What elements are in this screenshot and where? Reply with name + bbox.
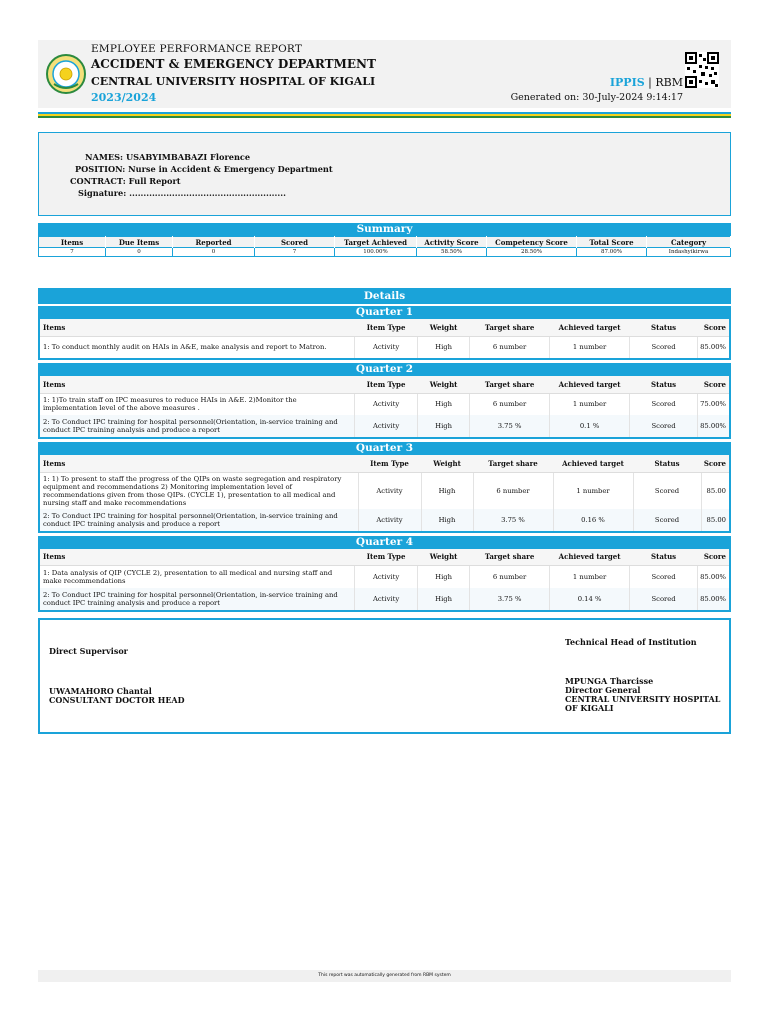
item-score: 85.00 (701, 472, 729, 509)
summary-header-row (39, 237, 731, 248)
summary-header: Total Score (577, 237, 647, 248)
quarter-title: Quarter 3 (38, 442, 731, 455)
achieved-target: 1 number (553, 472, 633, 509)
rbm-label: RBM (655, 76, 683, 89)
item-weight: High (421, 509, 473, 531)
technical-head-title: Director General (565, 684, 641, 695)
target-share: 6 number (470, 393, 550, 415)
quarter-section (38, 536, 731, 612)
quarter-title: Quarter 1 (38, 306, 731, 319)
column-header: Score (698, 549, 729, 566)
column-header: Items (40, 376, 355, 393)
summary-value: 28.50% (487, 248, 577, 257)
summary-value: 0 (106, 248, 173, 257)
quarter-table (40, 455, 729, 531)
quarter-section (38, 442, 731, 533)
summary-value: 0 (173, 248, 255, 257)
achieved-target: 0.1 % (550, 415, 630, 437)
signature-line: ....................................................... (129, 188, 286, 198)
employee-names (85, 152, 250, 162)
table-row (40, 509, 729, 531)
target-share: 3.75 % (470, 415, 550, 437)
quarter-section (38, 306, 731, 360)
summary-header: Activity Score (417, 237, 487, 248)
department-name: ACCIDENT & EMERGENCY DEPARTMENT (91, 57, 376, 71)
names-value: USABYIMBABAZI Florence (125, 152, 251, 162)
item-type: Activity (355, 566, 418, 588)
column-header: Item Type (355, 319, 418, 336)
supervisor-title: CONSULTANT DOCTOR HEAD (49, 694, 185, 705)
summary-section (38, 223, 731, 257)
target-share: 6 number (473, 472, 553, 509)
column-header: Achieved target (550, 549, 630, 566)
item-description: 1: Data analysis of QIP (CYCLE 2), presentation to all medical and nursing staff and make recommendations (40, 566, 355, 588)
summary-table (38, 236, 731, 257)
table-row (40, 472, 729, 509)
target-share: 3.75 % (473, 509, 553, 531)
system-separator: | (644, 76, 656, 89)
column-header: Target share (470, 549, 550, 566)
generated-date: Generated on: 30-July-2024 9:14:17 (510, 92, 683, 103)
summary-header: Items (39, 237, 106, 248)
item-status: Scored (633, 509, 701, 531)
item-weight: High (421, 472, 473, 509)
target-share: 3.75 % (470, 588, 550, 610)
institution-name: CENTRAL UNIVERSITY HOSPITAL OF KIGALI (91, 75, 376, 88)
column-header: Weight (418, 549, 470, 566)
quarters-container (38, 306, 731, 612)
item-status: Scored (630, 393, 698, 415)
item-score: 85.00 (701, 509, 729, 531)
ippis-label: IPPIS (609, 76, 645, 89)
signature-box (38, 618, 731, 734)
quarter-header-row (40, 376, 729, 393)
system-label (610, 76, 683, 89)
details-section (38, 288, 731, 612)
quarter-header-row (40, 319, 729, 336)
summary-value: 100.00% (335, 248, 417, 257)
report-header (38, 40, 731, 108)
item-status: Scored (633, 472, 701, 509)
item-type: Activity (358, 472, 421, 509)
contract-value: Full Report (128, 176, 181, 186)
supervisor-name: UWAMAHORO Chantal (49, 685, 152, 696)
column-header: Status (630, 376, 698, 393)
supervisor-role: Direct Supervisor (49, 645, 128, 656)
target-share: 6 number (470, 566, 550, 588)
column-header: Items (40, 549, 355, 566)
item-type: Activity (355, 415, 418, 437)
table-row (40, 336, 729, 358)
report-page (38, 40, 731, 734)
item-status: Scored (630, 415, 698, 437)
item-score: 85.00% (698, 415, 729, 437)
item-type: Activity (358, 509, 421, 531)
column-header: Status (633, 455, 701, 472)
column-header: Target share (473, 455, 553, 472)
quarter-table (40, 549, 729, 610)
employee-contract (70, 176, 181, 186)
achieved-target: 1 number (550, 566, 630, 588)
column-header: Items (40, 455, 358, 472)
column-header: Achieved target (550, 376, 630, 393)
achieved-target: 1 number (550, 393, 630, 415)
item-status: Scored (630, 588, 698, 610)
stripe-green (38, 116, 731, 118)
table-row (40, 415, 729, 437)
technical-head-name: MPUNGA Tharcisse (565, 675, 654, 686)
signature-label: Signature: (78, 188, 127, 198)
column-header: Status (630, 549, 698, 566)
report-type: EMPLOYEE PERFORMANCE REPORT (91, 43, 303, 55)
quarter-section (38, 363, 731, 439)
item-score: 85.00% (698, 336, 729, 358)
technical-head-org-line1: CENTRAL UNIVERSITY HOSPITAL (565, 693, 721, 704)
summary-header: Competency Score (487, 237, 577, 248)
fiscal-year: 2023/2024 (91, 91, 157, 104)
summary-header: Target Achieved (335, 237, 417, 248)
header-stripes (38, 112, 731, 118)
item-type: Activity (355, 336, 418, 358)
item-type: Activity (355, 588, 418, 610)
employee-signature (78, 188, 286, 198)
quarter-header-row (40, 549, 729, 566)
item-description: 1: 1)To train staff on IPC measures to reduce HAIs in A&E. 2)Monitor the implementation level of the above measures . (40, 393, 355, 415)
details-title: Details (38, 288, 731, 304)
names-label: NAMES: (85, 152, 124, 162)
table-row (40, 393, 729, 415)
summary-header: Category (647, 237, 731, 248)
summary-value-row (39, 248, 731, 257)
item-description: 2: To Conduct IPC training for hospital personnel(Orientation, in-service training and conduct IPC training analysis and produce a report (40, 509, 358, 531)
column-header: Item Type (355, 376, 418, 393)
item-weight: High (418, 588, 470, 610)
contract-label: CONTRACT: (70, 176, 126, 186)
summary-value: Indashyikirwa (647, 248, 731, 257)
rwanda-seal-icon (46, 54, 86, 94)
column-header: Target share (470, 319, 550, 336)
column-header: Score (698, 319, 729, 336)
column-header: Achieved target (553, 455, 633, 472)
item-weight: High (418, 336, 470, 358)
quarter-header-row (40, 455, 729, 472)
item-description: 2: To Conduct IPC training for hospital personnel(Orientation, in-service training and conduct IPC training analysis and produce a report (40, 588, 355, 610)
column-header: Item Type (355, 549, 418, 566)
summary-title: Summary (38, 223, 731, 236)
item-description: 1: 1) To present to staff the progress of the QIPs on waste segregation and respiratory equipment and recommendations 2) Monitoring implementation level of recommendations given from those QIPs. (CYCLE 1), presentation to all medical and nursing staff and make recommendations (40, 472, 358, 509)
summary-header: Reported (173, 237, 255, 248)
quarter-table (40, 376, 729, 437)
summary-value: 58.50% (417, 248, 487, 257)
quarter-table (40, 319, 729, 358)
qr-code-icon (685, 52, 719, 88)
item-type: Activity (355, 393, 418, 415)
column-header: Item Type (358, 455, 421, 472)
employee-position (75, 164, 333, 174)
item-status: Scored (630, 566, 698, 588)
table-row (40, 566, 729, 588)
achieved-target: 0.14 % (550, 588, 630, 610)
quarter-title: Quarter 4 (38, 536, 731, 549)
summary-header: Scored (255, 237, 335, 248)
column-header: Weight (418, 319, 470, 336)
target-share: 6 number (470, 336, 550, 358)
column-header: Status (630, 319, 698, 336)
report-footer: This report was automatically generated from RBM system (38, 970, 731, 982)
item-status: Scored (630, 336, 698, 358)
item-weight: High (418, 393, 470, 415)
position-label: POSITION: (75, 164, 126, 174)
column-header: Achieved target (550, 319, 630, 336)
achieved-target: 0.16 % (553, 509, 633, 531)
table-row (40, 588, 729, 610)
quarter-title: Quarter 2 (38, 363, 731, 376)
item-description: 1: To conduct monthly audit on HAIs in A&E, make analysis and report to Matron. (40, 336, 355, 358)
technical-head-role: Technical Head of Institution (565, 636, 697, 647)
item-score: 85.00% (698, 588, 729, 610)
item-weight: High (418, 415, 470, 437)
item-score: 85.00% (698, 566, 729, 588)
achieved-target: 1 number (550, 336, 630, 358)
column-header: Weight (418, 376, 470, 393)
technical-head-org-line2: OF KIGALI (565, 702, 614, 713)
column-header: Weight (421, 455, 473, 472)
column-header: Target share (470, 376, 550, 393)
column-header: Score (701, 455, 729, 472)
item-score: 75.00% (698, 393, 729, 415)
employee-info-box (38, 132, 731, 216)
summary-value: 7 (39, 248, 106, 257)
column-header: Items (40, 319, 355, 336)
summary-value: 87.00% (577, 248, 647, 257)
summary-header: Due Items (106, 237, 173, 248)
column-header: Score (698, 376, 729, 393)
summary-value: 7 (255, 248, 335, 257)
item-description: 2: To Conduct IPC training for hospital personnel(Orientation, in-service training and conduct IPC training analysis and produce a report (40, 415, 355, 437)
item-weight: High (418, 566, 470, 588)
position-value: Nurse in Accident & Emergency Department (128, 164, 333, 174)
